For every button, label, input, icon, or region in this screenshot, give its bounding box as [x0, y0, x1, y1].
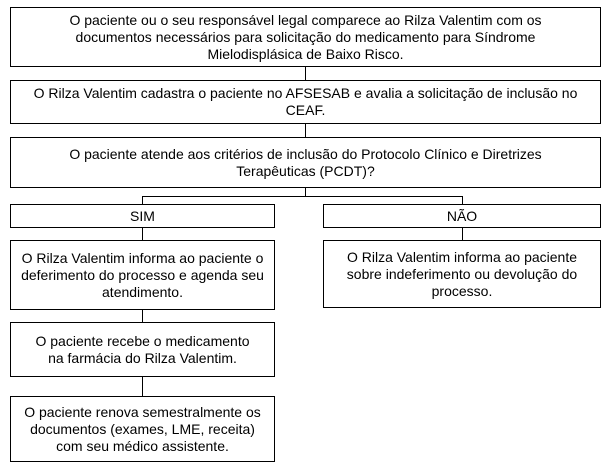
yes-step-renew-box	[10, 396, 275, 462]
question-criteria-text: O paciente atende aos critérios de inclusão do Protocolo Clínico e Diretrizes Terapêuticas (PCDT)?	[69, 145, 542, 179]
yes-step-renew-text: O paciente renova semestralmente os documentos (exames, LME, receita) com seu médico assistente.	[24, 403, 261, 454]
branch-yes-box	[10, 204, 275, 228]
yes-step-inform-text: O Rilza Valentim informa ao paciente o deferimento do processo e agenda seu atendimento.	[21, 249, 264, 300]
question-criteria-box	[10, 137, 601, 188]
connector-to-no	[462, 196, 463, 204]
connector-to-yes	[142, 196, 143, 204]
yes-step-receive-box	[10, 322, 275, 377]
connector-request-to-register	[305, 67, 306, 80]
no-step-inform-box	[323, 240, 601, 308]
step-request-box	[10, 7, 601, 67]
step-register-text: O Rilza Valentim cadastra o paciente no AFSESAB e avalia a solicitação de inclusão no CEAF.	[33, 85, 578, 118]
branch-no-box	[323, 204, 601, 228]
connector-yes-to-inform	[142, 228, 143, 240]
yes-step-receive-text: O paciente recebe o medicamento na farmácia do Rilza Valentim.	[35, 332, 250, 366]
step-register-box	[10, 80, 601, 124]
connector-register-to-question	[305, 124, 306, 137]
connector-no-to-inform	[462, 228, 463, 240]
step-request-text: O paciente ou o seu responsável legal comparece ao Rilza Valentim com os documentos necessários para solicitação do medicamento para Síndrome Mielodisplásica de Baixo Risco.	[69, 11, 542, 62]
branch-yes-label: SIM	[130, 207, 155, 224]
connector-inform-to-receive	[142, 310, 143, 322]
no-step-inform-text: O Rilza Valentim informa ao paciente sobre indeferimento ou devolução do processo.	[346, 248, 578, 299]
connector-receive-to-renew	[142, 377, 143, 396]
connector-question-down	[305, 188, 306, 196]
connector-branch-split	[142, 196, 462, 197]
branch-no-label: NÃO	[446, 207, 478, 224]
yes-step-inform-box	[10, 240, 275, 310]
